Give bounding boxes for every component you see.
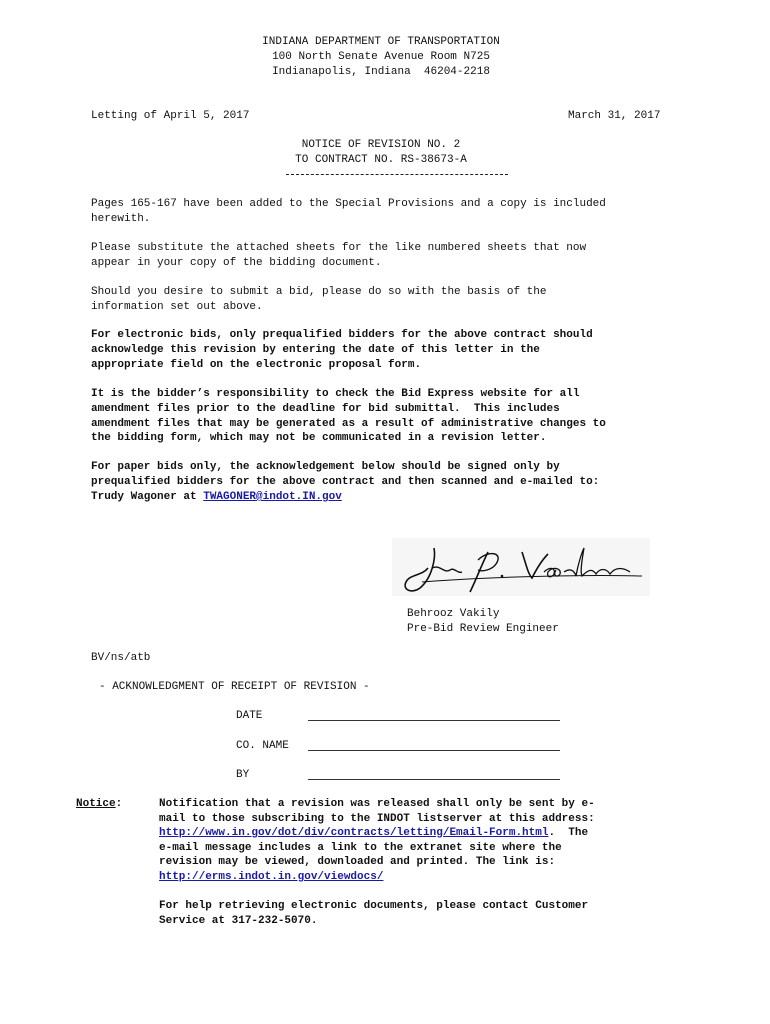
ack-by-line[interactable] <box>308 779 560 780</box>
header-line-2: 100 North Senate Avenue Room N725 <box>272 51 490 63</box>
paragraph-4-line-1: For electronic bids, only prequalified bidders for the above contract should <box>91 329 593 341</box>
acknowledgment-heading: - ACKNOWLEDGMENT OF RECEIPT OF REVISION - <box>99 681 370 693</box>
notice-line-4: e-mail message includes a link to the extranet site where the <box>159 842 562 854</box>
ack-date-line[interactable] <box>308 720 560 721</box>
email-form-link[interactable]: http://www.in.gov/dot/div/contracts/letting/Email-Form.html <box>159 827 549 839</box>
title-underline <box>286 174 508 175</box>
notice-line-3 <box>159 826 588 841</box>
notice-label-text: Notice <box>76 798 116 810</box>
signature-image <box>392 538 650 596</box>
notice-line-5: revision may be viewed, downloaded and printed. The link is: <box>159 856 556 868</box>
paragraph-2-line-2: appear in your copy of the bidding document. <box>91 257 382 269</box>
header-line-3: Indianapolis, Indiana 46204-2218 <box>272 66 490 78</box>
ack-company-label: CO. NAME <box>236 740 289 752</box>
letting-date: Letting of April 5, 2017 <box>91 110 250 122</box>
signer-name: Behrooz Vakily <box>407 608 500 620</box>
viewdocs-link[interactable]: http://erms.indot.in.gov/viewdocs/ <box>159 871 384 883</box>
paragraph-5-line-3: amendment files that may be generated as a result of administrative changes to <box>91 418 606 430</box>
paragraph-3-line-1: Should you desire to submit a bid, please do so with the basis of the <box>91 286 547 298</box>
notice-line-3-suffix: . The <box>548 827 589 839</box>
notice-line-2: mail to those subscribing to the INDOT listserver at this address: <box>159 813 595 825</box>
signer-title: Pre-Bid Review Engineer <box>407 623 559 635</box>
help-line-1: For help retrieving electronic documents, please contact Customer <box>159 900 589 912</box>
ack-company-line[interactable] <box>308 750 560 751</box>
paragraph-6-line-1: For paper bids only, the acknowledgement below should be signed only by <box>91 461 560 473</box>
paragraph-6-line-3-text: Trudy Wagoner at <box>91 491 204 503</box>
notice-label <box>76 797 122 812</box>
notice-title: NOTICE OF REVISION NO. 2 <box>301 139 461 151</box>
paragraph-5-line-2: amendment files prior to the deadline for bid submittal. This includes <box>91 403 560 415</box>
paragraph-1-line-2: herewith. <box>91 213 151 225</box>
ack-date-label: DATE <box>236 710 263 722</box>
paragraph-5-line-1: It is the bidder’s responsibility to check the Bid Express website for all <box>91 388 580 400</box>
paragraph-1-line-1: Pages 165-167 have been added to the Special Provisions and a copy is included <box>91 198 606 210</box>
contract-number: TO CONTRACT NO. RS-38673-A <box>295 154 467 166</box>
header-line-1: INDIANA DEPARTMENT OF TRANSPORTATION <box>262 36 500 48</box>
notice-colon: : <box>115 798 123 810</box>
reference-initials: BV/ns/atb <box>91 652 151 664</box>
paragraph-3-line-2: information set out above. <box>91 301 263 313</box>
notice-line-1: Notification that a revision was released shall only be sent by e- <box>159 798 595 810</box>
paragraph-2-line-1: Please substitute the attached sheets for the like numbered sheets that now <box>91 242 587 254</box>
email-link[interactable]: TWAGONER@indot.IN.gov <box>203 491 342 503</box>
paragraph-4-line-2: acknowledge this revision by entering the date of this letter in the <box>91 344 540 356</box>
letter-date: March 31, 2017 <box>568 110 661 122</box>
ack-by-label: BY <box>236 769 250 781</box>
paragraph-5-line-4: the bidding form, which may not be communicated in a revision letter. <box>91 432 547 444</box>
signature-svg <box>392 538 650 596</box>
notice-line-6 <box>159 870 383 885</box>
paragraph-6-line-2: prequalified bidders for the above contract and then scanned and e-mailed to: <box>91 476 600 488</box>
help-line-2: Service at 317-232-5070. <box>159 915 318 927</box>
paragraph-6-line-3 <box>91 490 342 505</box>
paragraph-4-line-3: appropriate field on the electronic proposal form. <box>91 359 422 371</box>
